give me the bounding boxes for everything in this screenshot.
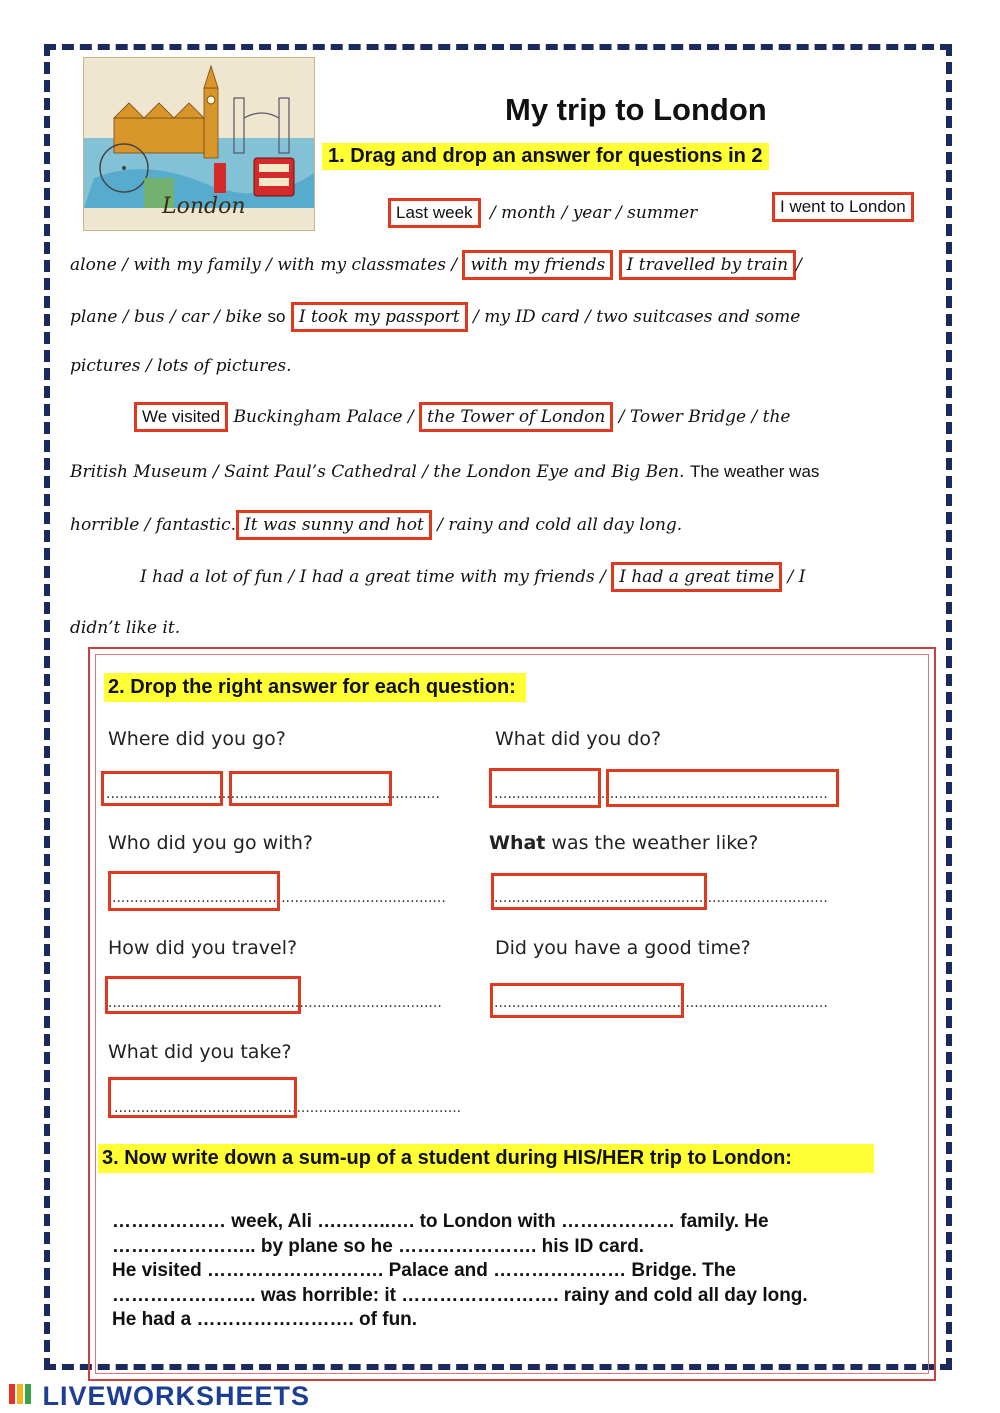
answer-box-went-to-london[interactable]: I went to London bbox=[772, 192, 914, 222]
answer-box-last-week[interactable]: Last week bbox=[388, 198, 481, 228]
drop-slot-how-travel[interactable] bbox=[105, 976, 301, 1014]
answer-box-sunny-and-hot[interactable]: It was sunny and hot bbox=[236, 510, 432, 540]
logo-icon bbox=[8, 1380, 34, 1413]
passage-text: plane / bus / car / bike bbox=[70, 307, 263, 327]
answer-box-great-time[interactable]: I had a great time bbox=[611, 562, 782, 592]
question-who: Who did you go with? bbox=[108, 832, 314, 854]
summary-line: ………………….. was horrible: it ……………………. rainy and cold all day long. bbox=[112, 1284, 808, 1306]
instruction-2: 2. Drop the right answer for each question: bbox=[104, 673, 526, 702]
drop-slot-weather[interactable] bbox=[491, 873, 707, 910]
drop-slot-who[interactable] bbox=[108, 871, 280, 911]
passage-line-2: alone / with my family / with my classmates / with my friends I travelled by train / bbox=[70, 250, 802, 280]
passage-text: alone / with my family / with my classmates / bbox=[70, 255, 458, 275]
drop-slot-where-2[interactable] bbox=[229, 771, 392, 806]
liveworksheets-logo: LIVEWORKSHEETS bbox=[8, 1380, 310, 1413]
question-what-take: What did you take? bbox=[108, 1041, 292, 1063]
passage-text: Buckingham Palace / bbox=[233, 407, 414, 427]
passage-line-1 bbox=[388, 198, 930, 228]
drop-slot-what-do-2[interactable] bbox=[606, 769, 839, 807]
answer-box-travelled-by-train[interactable]: I travelled by train bbox=[619, 250, 796, 280]
passage-text: / Tower Bridge / the bbox=[618, 407, 791, 427]
drop-slot-what-do-1[interactable] bbox=[489, 768, 601, 808]
summary-paragraph bbox=[112, 1210, 892, 1333]
passage-line-4: pictures / lots of pictures. bbox=[70, 356, 292, 376]
summary-line: He had a ……………………. of fun. bbox=[112, 1309, 418, 1330]
passage-text: I had a lot of fun / I had a great time with my friends / bbox=[140, 567, 606, 587]
drop-slot-good-time[interactable] bbox=[490, 983, 684, 1018]
question-what-do: What did you do? bbox=[495, 728, 662, 750]
passage-text: British Museum / Saint Paul’s Cathedral / the London Eye and Big Ben. bbox=[70, 462, 685, 482]
passage-line-9: didn’t like it. bbox=[70, 618, 181, 638]
instruction-1: 1. Drag and drop an answer for questions in 2 bbox=[322, 143, 769, 170]
passage-line-7 bbox=[70, 510, 682, 540]
passage-text: / I bbox=[787, 567, 806, 587]
passage-line-6: British Museum / Saint Paul’s Cathedral / the London Eye and Big Ben. The weather was bbox=[70, 462, 820, 482]
passage-text: / month / year / summer bbox=[489, 203, 698, 223]
passage-line-8 bbox=[140, 562, 805, 592]
summary-line: ………………….. by plane so he …………………. his ID card. bbox=[112, 1235, 645, 1257]
summary-line: He visited ………………………. Palace and ………………… Bridge. The bbox=[112, 1260, 736, 1281]
summary-line: ……………… week, Ali ….……..…. to London with ……………… family. He bbox=[112, 1211, 769, 1232]
question-how-travel: How did you travel? bbox=[108, 937, 298, 959]
answer-box-took-passport[interactable]: I took my passport bbox=[291, 302, 468, 332]
svg-text:London: London bbox=[162, 194, 246, 219]
question-weather: What was the weather like? bbox=[489, 832, 759, 854]
passage-text: horrible / fantastic. bbox=[70, 515, 237, 535]
answer-box-we-visited[interactable]: We visited bbox=[134, 402, 228, 432]
answer-box-with-my-friends[interactable]: with my friends bbox=[462, 250, 613, 280]
page-title: My trip to London bbox=[505, 92, 767, 127]
question-where: Where did you go? bbox=[108, 728, 286, 750]
instruction-3: 3. Now write down a sum-up of a student during HIS/HER trip to London: bbox=[98, 1144, 874, 1173]
drop-slot-where-1[interactable] bbox=[101, 771, 223, 806]
passage-text: / rainy and cold all day long. bbox=[437, 515, 683, 535]
answer-box-tower-of-london[interactable]: the Tower of London bbox=[419, 402, 613, 432]
passage-line-3: plane / bus / car / bike so I took my passport / my ID card / two suitcases and some bbox=[70, 302, 800, 332]
question-good-time: Did you have a good time? bbox=[495, 937, 751, 959]
passage-line-5 bbox=[134, 402, 791, 432]
passage-text: / my ID card / two suitcases and some bbox=[473, 307, 801, 327]
drop-slot-what-take[interactable] bbox=[108, 1077, 297, 1118]
london-poster-image bbox=[83, 57, 315, 231]
